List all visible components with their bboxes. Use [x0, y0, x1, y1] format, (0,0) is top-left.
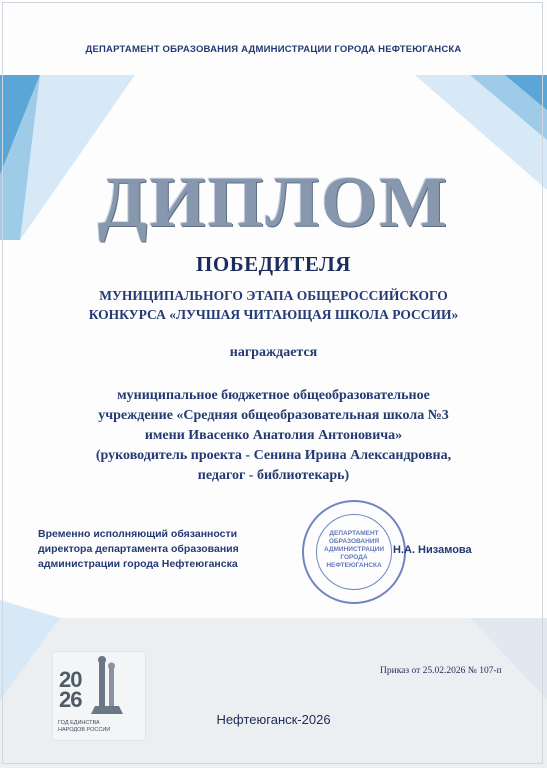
recipient-block: [40, 386, 507, 486]
logo-caption-line: ГОД ЕДИНСТВА: [58, 720, 100, 726]
logo-caption-line: НАРОДОВ РОССИИ: [58, 727, 111, 733]
winner-heading: ПОБЕДИТЕЛЯ: [196, 252, 351, 276]
stamp-line: АДМИНИСТРАЦИИ: [323, 546, 385, 553]
recipient-line: учреждение «Средняя общеобразовательная школа №3: [98, 408, 449, 423]
contest-line: КОНКУРСА «ЛУЧШАЯ ЧИТАЮЩАЯ ШКОЛА РОССИИ»: [88, 307, 459, 322]
city-year: Нефтеюганск-2026: [216, 712, 331, 727]
official-stamp: [302, 500, 406, 604]
year-of-unity-logo: [52, 651, 146, 741]
recipient-line: имени Ивасенко Анатолия Антоновича»: [144, 428, 403, 443]
stamp-line: ДЕПАРТАМЕНТ: [329, 530, 379, 537]
department-header: ДЕПАРТАМЕНТ ОБРАЗОВАНИЯ АДМИНИСТРАЦИИ ГОРОДА НЕФТЕЮГАНСКА: [85, 44, 462, 55]
signer-line: администрации города Нефтеюганска: [38, 558, 238, 570]
recipient-line: муниципальное бюджетное общеобразовательное: [117, 388, 430, 403]
stamp-line: ОБРАЗОВАНИЯ: [328, 538, 380, 545]
stamp-line: НЕФТЕЮГАНСКА: [326, 562, 382, 569]
order-reference: Приказ от 25.02.2026 № 107-п: [380, 666, 502, 676]
stamp-line: ГОРОДА: [340, 554, 368, 561]
logo-year-bottom: 26: [59, 687, 82, 712]
signer-line: Временно исполняющий обязанности: [38, 528, 238, 540]
contest-name: [40, 286, 507, 324]
awarded-label: награждается: [229, 345, 318, 360]
logo-year: [59, 667, 82, 712]
contest-line: МУНИЦИПАЛЬНОГО ЭТАПА ОБЩЕРОССИЙСКОГО: [99, 288, 448, 303]
recipient-line: педагог - библиотекарь): [197, 468, 350, 483]
logo-year-top: 20: [59, 667, 82, 692]
diploma-title: ДИПЛОМ: [97, 162, 450, 242]
signer-line: директора департамента образования: [38, 543, 239, 555]
signer-name: Н.А. Низамова: [393, 544, 472, 556]
signer-position: [38, 527, 298, 572]
recipient-line: (руководитель проекта - Сенина Ирина Александровна,: [95, 448, 452, 463]
page-border: [2, 2, 543, 764]
stamp-text: [318, 530, 390, 570]
